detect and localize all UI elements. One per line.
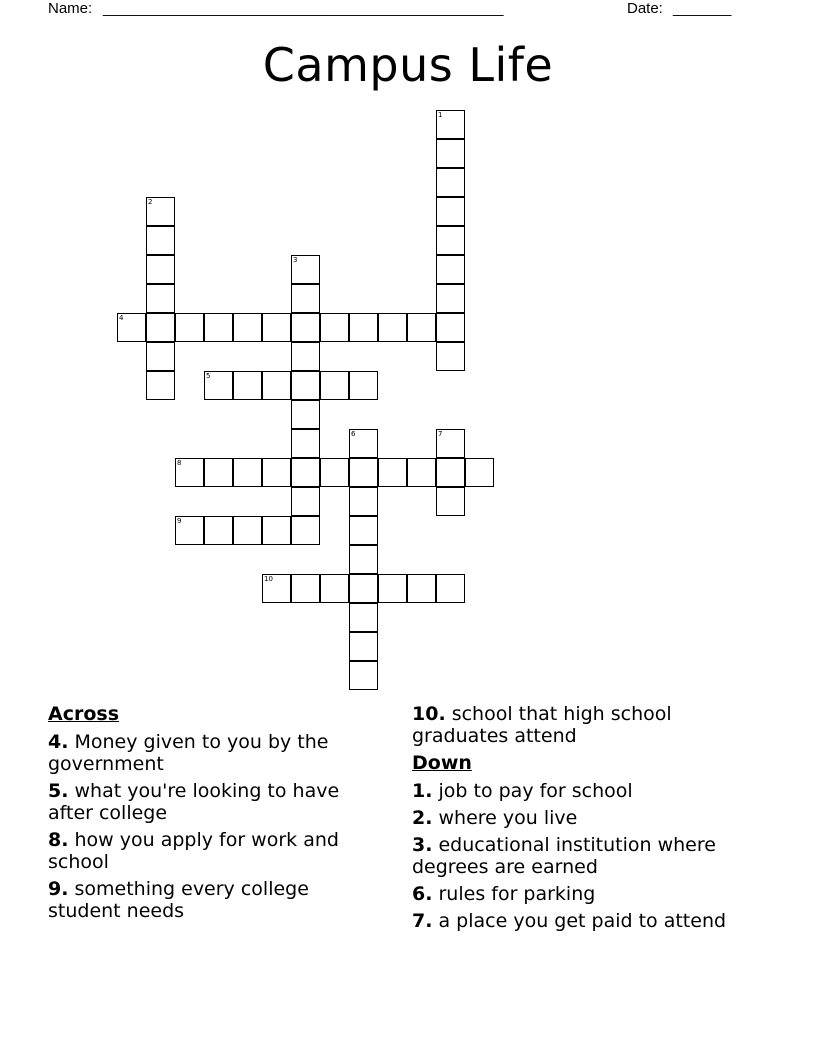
grid-cell[interactable]	[407, 574, 436, 603]
cell-number: 5	[206, 372, 211, 380]
grid-cell[interactable]	[436, 284, 465, 313]
grid-cell[interactable]	[465, 458, 494, 487]
grid-cell[interactable]	[378, 574, 407, 603]
grid-cell[interactable]	[233, 313, 262, 342]
grid-cell[interactable]	[146, 342, 175, 371]
grid-cell[interactable]	[291, 400, 320, 429]
clue-across-10	[412, 703, 742, 747]
cell-number: 1	[438, 111, 443, 119]
grid-cell[interactable]	[146, 371, 175, 400]
date-field-line[interactable]: _______	[673, 0, 732, 17]
grid-cell[interactable]	[436, 197, 465, 226]
grid-cell[interactable]	[436, 110, 465, 139]
grid-cell[interactable]	[436, 429, 465, 458]
grid-cell[interactable]	[320, 574, 349, 603]
grid-cell[interactable]	[436, 574, 465, 603]
clue-number: 7.	[412, 910, 433, 932]
grid-cell[interactable]	[291, 574, 320, 603]
grid-cell[interactable]	[204, 516, 233, 545]
clue-across-8	[48, 829, 378, 873]
grid-cell[interactable]	[320, 313, 349, 342]
clue-across-9	[48, 878, 378, 922]
clue-text: something every college student needs	[48, 878, 309, 922]
grid-cell[interactable]	[349, 632, 378, 661]
clue-across-4	[48, 731, 378, 775]
clues-column-right	[412, 703, 742, 937]
grid-cell[interactable]	[262, 516, 291, 545]
grid-cell[interactable]	[262, 458, 291, 487]
grid-cell[interactable]	[378, 313, 407, 342]
clue-text: Money given to you by the government	[48, 731, 329, 775]
grid-cell[interactable]	[436, 487, 465, 516]
grid-cell[interactable]	[175, 313, 204, 342]
down-heading: Down	[412, 752, 472, 774]
clue-down-7	[412, 910, 742, 932]
cell-number: 4	[119, 314, 124, 322]
grid-cell[interactable]	[233, 458, 262, 487]
grid-cell[interactable]	[146, 226, 175, 255]
grid-cell[interactable]	[233, 516, 262, 545]
grid-cell[interactable]	[146, 284, 175, 313]
name-field-line[interactable]: ________________________________________________	[103, 0, 504, 17]
grid-cell[interactable]	[146, 313, 175, 342]
grid-cell[interactable]	[291, 487, 320, 516]
grid-cell[interactable]	[436, 255, 465, 284]
grid-cell[interactable]	[291, 313, 320, 342]
grid-cell[interactable]	[436, 313, 465, 342]
clue-number: 2.	[412, 807, 433, 829]
grid-cell[interactable]	[291, 458, 320, 487]
clue-number: 10.	[412, 703, 446, 725]
clue-number: 9.	[48, 878, 69, 900]
grid-cell[interactable]	[349, 603, 378, 632]
grid-cell[interactable]	[407, 458, 436, 487]
across-heading: Across	[48, 703, 120, 725]
grid-cell[interactable]	[349, 458, 378, 487]
grid-cell[interactable]	[349, 371, 378, 400]
grid-cell[interactable]	[204, 371, 233, 400]
grid-cell[interactable]	[291, 516, 320, 545]
grid-cell[interactable]	[407, 313, 436, 342]
grid-cell[interactable]	[349, 574, 378, 603]
clue-text: how you apply for work and school	[48, 829, 339, 873]
grid-cell[interactable]	[117, 313, 146, 342]
cell-number: 9	[177, 517, 182, 525]
cell-number: 10	[264, 575, 273, 583]
clue-number: 8.	[48, 829, 69, 851]
clue-number: 4.	[48, 731, 69, 753]
grid-cell[interactable]	[378, 458, 407, 487]
grid-cell[interactable]	[320, 371, 349, 400]
clue-text: school that high school graduates attend	[412, 703, 672, 747]
page-title: Campus Life	[262, 38, 554, 92]
clue-down-1	[412, 780, 742, 802]
grid-cell[interactable]	[349, 429, 378, 458]
name-label: Name:	[48, 0, 93, 17]
clue-down-2	[412, 807, 742, 829]
clue-number: 6.	[412, 883, 433, 905]
grid-cell[interactable]	[291, 255, 320, 284]
grid-cell[interactable]	[146, 197, 175, 226]
clue-down-3	[412, 834, 742, 878]
cell-number: 3	[293, 256, 298, 264]
grid-cell[interactable]	[436, 139, 465, 168]
grid-cell[interactable]	[349, 661, 378, 690]
clue-number: 1.	[412, 780, 433, 802]
grid-cell[interactable]	[320, 458, 349, 487]
grid-cell[interactable]	[291, 371, 320, 400]
grid-cell[interactable]	[233, 371, 262, 400]
clue-text: educational institution where degrees are earned	[412, 834, 716, 878]
cell-number: 2	[148, 198, 153, 206]
grid-cell[interactable]	[349, 545, 378, 574]
clue-number: 3.	[412, 834, 433, 856]
grid-cell[interactable]	[436, 458, 465, 487]
cell-number: 7	[438, 430, 443, 438]
grid-cell[interactable]	[291, 284, 320, 313]
grid-cell[interactable]	[436, 342, 465, 371]
grid-cell[interactable]	[349, 516, 378, 545]
clues-column-left	[48, 703, 378, 927]
grid-cell[interactable]	[204, 313, 233, 342]
clue-text: a place you get paid to attend	[432, 910, 727, 932]
clue-number: 5.	[48, 780, 69, 802]
grid-cell[interactable]	[436, 226, 465, 255]
grid-cell[interactable]	[175, 516, 204, 545]
grid-cell[interactable]	[436, 168, 465, 197]
cell-number: 8	[177, 459, 182, 467]
date-label: Date:	[627, 0, 663, 17]
grid-cell[interactable]	[262, 371, 291, 400]
grid-cell[interactable]	[291, 342, 320, 371]
clue-down-6	[412, 883, 742, 905]
clue-text: rules for parking	[432, 883, 596, 905]
clue-across-5	[48, 780, 378, 824]
grid-cell[interactable]	[175, 458, 204, 487]
grid-cell[interactable]	[291, 429, 320, 458]
grid-cell[interactable]	[204, 458, 233, 487]
grid-cell[interactable]	[262, 313, 291, 342]
clue-text: what you're looking to have after college	[48, 780, 340, 824]
clue-text: job to pay for school	[432, 780, 633, 802]
grid-cell[interactable]	[262, 574, 291, 603]
clue-text: where you live	[432, 807, 578, 829]
cell-number: 6	[351, 430, 356, 438]
grid-cell[interactable]	[349, 487, 378, 516]
grid-cell[interactable]	[349, 313, 378, 342]
grid-cell[interactable]	[146, 255, 175, 284]
